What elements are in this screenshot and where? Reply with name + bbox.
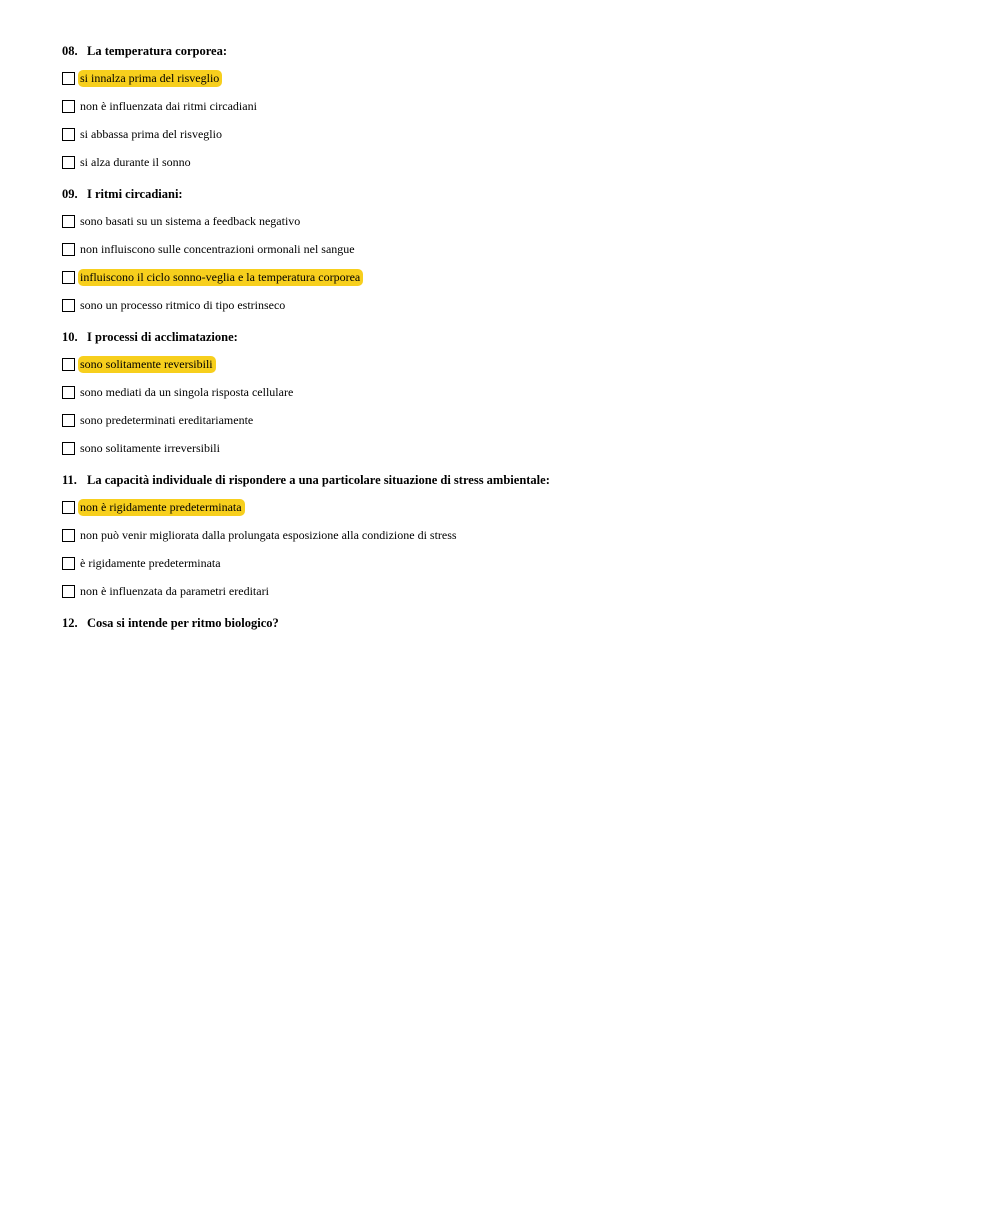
answer-checkbox[interactable]	[62, 156, 75, 169]
answer-option[interactable]	[62, 411, 962, 429]
answer-checkbox[interactable]	[62, 585, 75, 598]
answer-option[interactable]	[62, 69, 962, 87]
question-title	[62, 42, 962, 60]
quiz-page	[62, 42, 962, 646]
answer-text: non può venir migliorata dalla prolungata esposizione alla condizione di stress	[80, 527, 457, 542]
answer-checkbox[interactable]	[62, 215, 75, 228]
answer-checkbox[interactable]	[62, 100, 75, 113]
question-number: 10.	[62, 330, 78, 344]
answer-option[interactable]	[62, 153, 962, 171]
answer-checkbox[interactable]	[62, 529, 75, 542]
answer-text: non è influenzata da parametri ereditari	[80, 583, 269, 598]
answer-option[interactable]	[62, 355, 962, 373]
answer-checkbox[interactable]	[62, 243, 75, 256]
answer-text: si alza durante il sonno	[80, 154, 191, 169]
answer-checkbox[interactable]	[62, 386, 75, 399]
answer-text: non è rigidamente predeterminata	[78, 499, 245, 516]
answer-option[interactable]	[62, 125, 962, 143]
question-title	[62, 471, 962, 489]
question-10	[62, 328, 962, 457]
question-12	[62, 614, 962, 632]
question-number: 12.	[62, 616, 78, 630]
answer-checkbox[interactable]	[62, 414, 75, 427]
question-text: Cosa si intende per ritmo biologico?	[87, 616, 279, 630]
answer-checkbox[interactable]	[62, 128, 75, 141]
question-title	[62, 185, 962, 203]
question-number: 08.	[62, 44, 78, 58]
answer-text: è rigidamente predeterminata	[80, 555, 221, 570]
answer-text: sono un processo ritmico di tipo estrinseco	[80, 297, 286, 312]
answer-option[interactable]	[62, 526, 962, 544]
answer-option[interactable]	[62, 268, 962, 286]
answer-option[interactable]	[62, 582, 962, 600]
answer-text: influiscono il ciclo sonno-veglia e la temperatura corporea	[78, 269, 363, 286]
question-text: I processi di acclimatazione:	[87, 330, 238, 344]
question-text: I ritmi circadiani:	[87, 187, 183, 201]
question-09	[62, 185, 962, 314]
answer-text: non influiscono sulle concentrazioni ormonali nel sangue	[80, 241, 355, 256]
question-title	[62, 614, 962, 632]
answer-option[interactable]	[62, 240, 962, 258]
answer-text: sono predeterminati ereditariamente	[80, 412, 254, 427]
answer-checkbox[interactable]	[62, 72, 75, 85]
answer-option[interactable]	[62, 97, 962, 115]
question-title	[62, 328, 962, 346]
question-11	[62, 471, 962, 600]
answer-text: si innalza prima del risveglio	[78, 70, 222, 87]
answer-checkbox[interactable]	[62, 358, 75, 371]
answer-checkbox[interactable]	[62, 271, 75, 284]
answer-option[interactable]	[62, 296, 962, 314]
answer-checkbox[interactable]	[62, 442, 75, 455]
question-number: 11.	[62, 473, 77, 487]
answer-option[interactable]	[62, 439, 962, 457]
question-number: 09.	[62, 187, 78, 201]
answer-option[interactable]	[62, 383, 962, 401]
answer-checkbox[interactable]	[62, 501, 75, 514]
answer-text: sono solitamente reversibili	[78, 356, 216, 373]
answer-checkbox[interactable]	[62, 557, 75, 570]
question-text: La temperatura corporea:	[87, 44, 228, 58]
answer-option[interactable]	[62, 554, 962, 572]
answer-option[interactable]	[62, 498, 962, 516]
answer-text: si abbassa prima del risveglio	[80, 126, 222, 141]
question-text: La capacità individuale di rispondere a una particolare situazione di stress ambientale:	[87, 473, 550, 487]
answer-text: sono mediati da un singola risposta cellulare	[80, 384, 294, 399]
question-08	[62, 42, 962, 171]
answer-option[interactable]	[62, 212, 962, 230]
answer-text: non è influenzata dai ritmi circadiani	[80, 98, 257, 113]
answer-text: sono solitamente irreversibili	[80, 440, 220, 455]
answer-text: sono basati su un sistema a feedback negativo	[80, 213, 301, 228]
answer-checkbox[interactable]	[62, 299, 75, 312]
